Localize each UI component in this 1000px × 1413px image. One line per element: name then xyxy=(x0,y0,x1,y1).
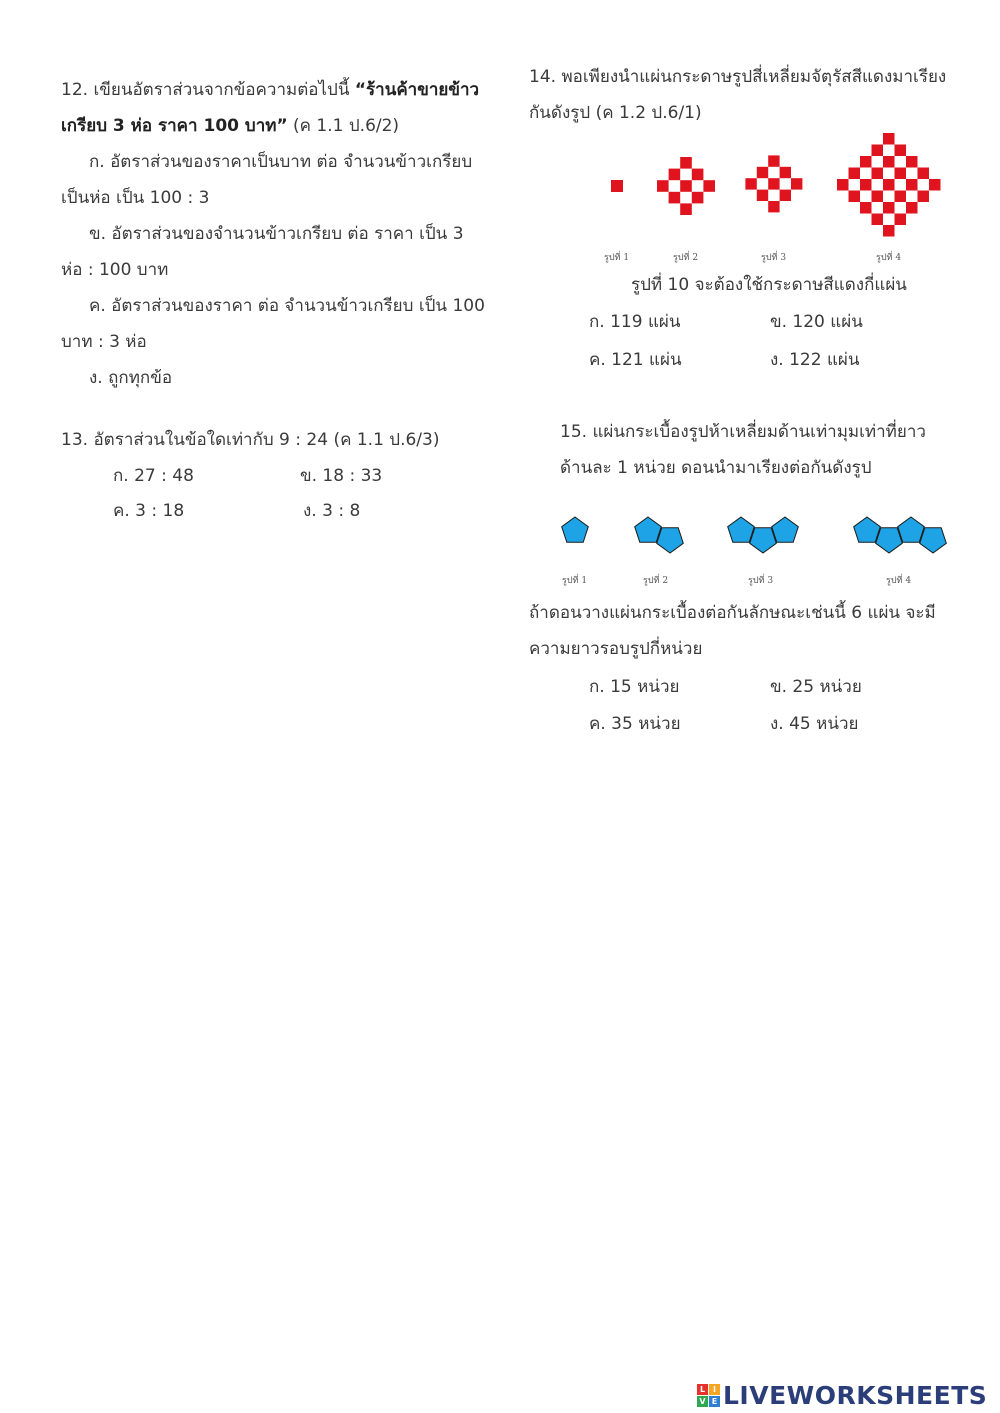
q12-option-c-line2: บาท : 3 ห่อ xyxy=(61,332,147,352)
red-square-tile xyxy=(780,167,791,178)
liveworksheets-logo xyxy=(697,1378,987,1412)
pentagon-tile xyxy=(635,517,662,542)
red-square-tile xyxy=(757,190,768,201)
red-square-tile xyxy=(849,168,861,180)
red-square-tile xyxy=(883,225,895,237)
q15-figure-4 xyxy=(853,515,951,563)
pentagon-chain xyxy=(853,515,951,559)
pentagon-chain xyxy=(561,515,593,559)
q13-option-b: ข. 18 : 33 xyxy=(300,466,383,486)
pentagon-tile xyxy=(772,517,799,542)
red-square-tile xyxy=(883,156,895,168)
red-square-tile xyxy=(680,180,692,192)
pentagon-tile xyxy=(750,528,777,553)
red-square-tile xyxy=(918,168,930,180)
red-square-tile xyxy=(791,178,802,189)
q12-quote-part2: เกรียบ 3 ห่อ ราคา 100 บาท” xyxy=(61,116,288,136)
q12-option-d: ง. ถูกทุกข้อ xyxy=(89,368,173,388)
red-square-tile xyxy=(906,179,918,191)
pentagon-tile xyxy=(562,517,589,542)
q14-question-line2: กันดังรูป (ค 1.2 ป.6/1) xyxy=(529,103,702,123)
logo-letter: V xyxy=(697,1396,708,1407)
q15-question-line2: ด้านละ 1 หน่วย ดอนนำมาเรียงต่อกันดังรูป xyxy=(560,458,872,478)
red-square-tile xyxy=(895,214,907,226)
red-square-tile xyxy=(669,169,681,181)
logo-text: LIVEWORKSHEETS xyxy=(723,1380,988,1410)
red-square-pattern xyxy=(837,133,941,237)
q12-option-b-line1: ข. อัตราส่วนของจำนวนข้าวเกรียบ ต่อ ราคา เป็น 3 xyxy=(89,224,464,244)
red-square-tile xyxy=(860,179,872,191)
pentagon-tile xyxy=(920,528,947,553)
red-square-tile xyxy=(883,179,895,191)
q15-caption-3: รูปที่ 3 xyxy=(748,576,774,586)
q12-quote-part1: “ร้านค้าขายข้าว xyxy=(354,80,480,100)
red-square-tile xyxy=(745,178,756,189)
q15-question-line4: ความยาวรอบรูปกี่หน่วย xyxy=(529,639,703,659)
red-square-tile xyxy=(895,191,907,203)
q12-option-a-line1: ก. อัตราส่วนของราคาเป็นบาท ต่อ จำนวนข้าวเกรียบ xyxy=(89,152,473,172)
red-square-pattern xyxy=(734,144,814,224)
q14-option-c: ค. 121 แผ่น xyxy=(589,350,682,370)
red-square-tile xyxy=(860,202,872,214)
q13-option-a: ก. 27 : 48 xyxy=(113,466,194,486)
q12-ref: (ค 1.1 ป.6/2) xyxy=(287,116,400,136)
pentagon-tile xyxy=(657,528,684,553)
q15-figure-3 xyxy=(727,515,803,563)
q15-caption-2: รูปที่ 2 xyxy=(643,576,669,586)
logo-letter: E xyxy=(709,1396,720,1407)
q13-question: 13. อัตราส่วนในข้อใดเท่ากับ 9 : 24 (ค 1.1 ป.6/3) xyxy=(61,430,440,450)
red-square-tile xyxy=(768,201,779,212)
q15-question-line3: ถ้าดอนวางแผ่นกระเบื้องต่อกันลักษณะเช่นนี้ 6 แผ่น จะมี xyxy=(529,603,936,623)
red-square-tile xyxy=(669,192,681,204)
q14-caption-2: รูปที่ 2 xyxy=(673,253,699,263)
red-square-tile xyxy=(872,145,884,157)
q15-option-d: ง. 45 หน่วย xyxy=(770,714,859,734)
red-square-tile xyxy=(872,168,884,180)
red-square-tile xyxy=(837,179,849,191)
red-square-tile xyxy=(918,191,930,203)
q14-figure-3 xyxy=(734,144,814,228)
q12-option-a-line2: เป็นห่อ เป็น 100 : 3 xyxy=(61,188,210,208)
red-square-tile xyxy=(895,145,907,157)
q13-option-c: ค. 3 : 18 xyxy=(113,501,185,521)
q12-question-line1: 12. เขียนอัตราส่วนจากข้อความต่อไปนี้ “ร้านค้าขายข้าว xyxy=(61,80,480,100)
pentagon-tile xyxy=(728,517,755,542)
red-square-tile xyxy=(780,190,791,201)
q15-option-c: ค. 35 หน่วย xyxy=(589,714,681,734)
red-square-tile xyxy=(906,156,918,168)
red-square-tile xyxy=(883,133,895,145)
q14-caption-4: รูปที่ 4 xyxy=(876,253,902,263)
red-square-pattern xyxy=(599,168,635,204)
red-square-tile xyxy=(860,156,872,168)
red-square-tile xyxy=(768,178,779,189)
logo-mark-icon xyxy=(697,1384,720,1407)
q14-question-line1: 14. พอเพียงนำแผ่นกระดาษรูปสี่เหลี่ยมจัตุรัสสีแดงมาเรียง xyxy=(529,67,947,87)
q14-figure-1 xyxy=(599,168,635,208)
q14-option-d: ง. 122 แผ่น xyxy=(770,350,860,370)
q14-caption-1: รูปที่ 1 xyxy=(604,253,630,263)
logo-letter: L xyxy=(697,1384,708,1395)
pentagon-tile xyxy=(898,517,925,542)
q14-figure-2 xyxy=(657,157,715,219)
red-square-tile xyxy=(692,169,704,181)
red-square-pattern xyxy=(657,157,715,215)
red-square-tile xyxy=(657,180,669,192)
red-square-tile xyxy=(895,168,907,180)
q12-option-c-line1: ค. อัตราส่วนของราคา ต่อ จำนวนข้าวเกรียบ เป็น 100 xyxy=(89,296,485,316)
q14-option-b: ข. 120 แผ่น xyxy=(770,312,863,332)
q14-sub-question: รูปที่ 10 จะต้องใช้กระดาษสีแดงกี่แผ่น xyxy=(631,275,907,295)
q15-option-b: ข. 25 หน่วย xyxy=(770,677,862,697)
red-square-tile xyxy=(883,202,895,214)
q13-option-d: ง. 3 : 8 xyxy=(303,501,361,521)
q15-figure-1 xyxy=(561,515,593,563)
pentagon-chain xyxy=(727,515,803,559)
q15-caption-4: รูปที่ 4 xyxy=(886,576,912,586)
pentagon-tile xyxy=(854,517,881,542)
red-square-tile xyxy=(872,214,884,226)
pentagon-chain xyxy=(634,515,688,559)
q12-question-line2 xyxy=(61,114,399,138)
q12-option-b-line2: ห่อ : 100 บาท xyxy=(61,260,169,280)
red-square-tile xyxy=(611,180,623,192)
q14-caption-3: รูปที่ 3 xyxy=(761,253,787,263)
red-square-tile xyxy=(906,202,918,214)
red-square-tile xyxy=(703,180,715,192)
red-square-tile xyxy=(680,203,692,215)
red-square-tile xyxy=(757,167,768,178)
red-square-tile xyxy=(849,191,861,203)
red-square-tile xyxy=(692,192,704,204)
red-square-tile xyxy=(768,155,779,166)
pentagon-tile xyxy=(876,528,903,553)
q14-figure-4 xyxy=(837,133,941,241)
logo-letter: I xyxy=(709,1384,720,1395)
q15-question-line1: 15. แผ่นกระเบื้องรูปห้าเหลี่ยมด้านเท่ามุมเท่าที่ยาว xyxy=(560,422,926,442)
q15-option-a: ก. 15 หน่วย xyxy=(589,677,680,697)
q15-figure-2 xyxy=(634,515,688,563)
red-square-tile xyxy=(929,179,941,191)
q14-option-a: ก. 119 แผ่น xyxy=(589,312,681,332)
q15-caption-1: รูปที่ 1 xyxy=(562,576,588,586)
red-square-tile xyxy=(872,191,884,203)
red-square-tile xyxy=(680,157,692,169)
